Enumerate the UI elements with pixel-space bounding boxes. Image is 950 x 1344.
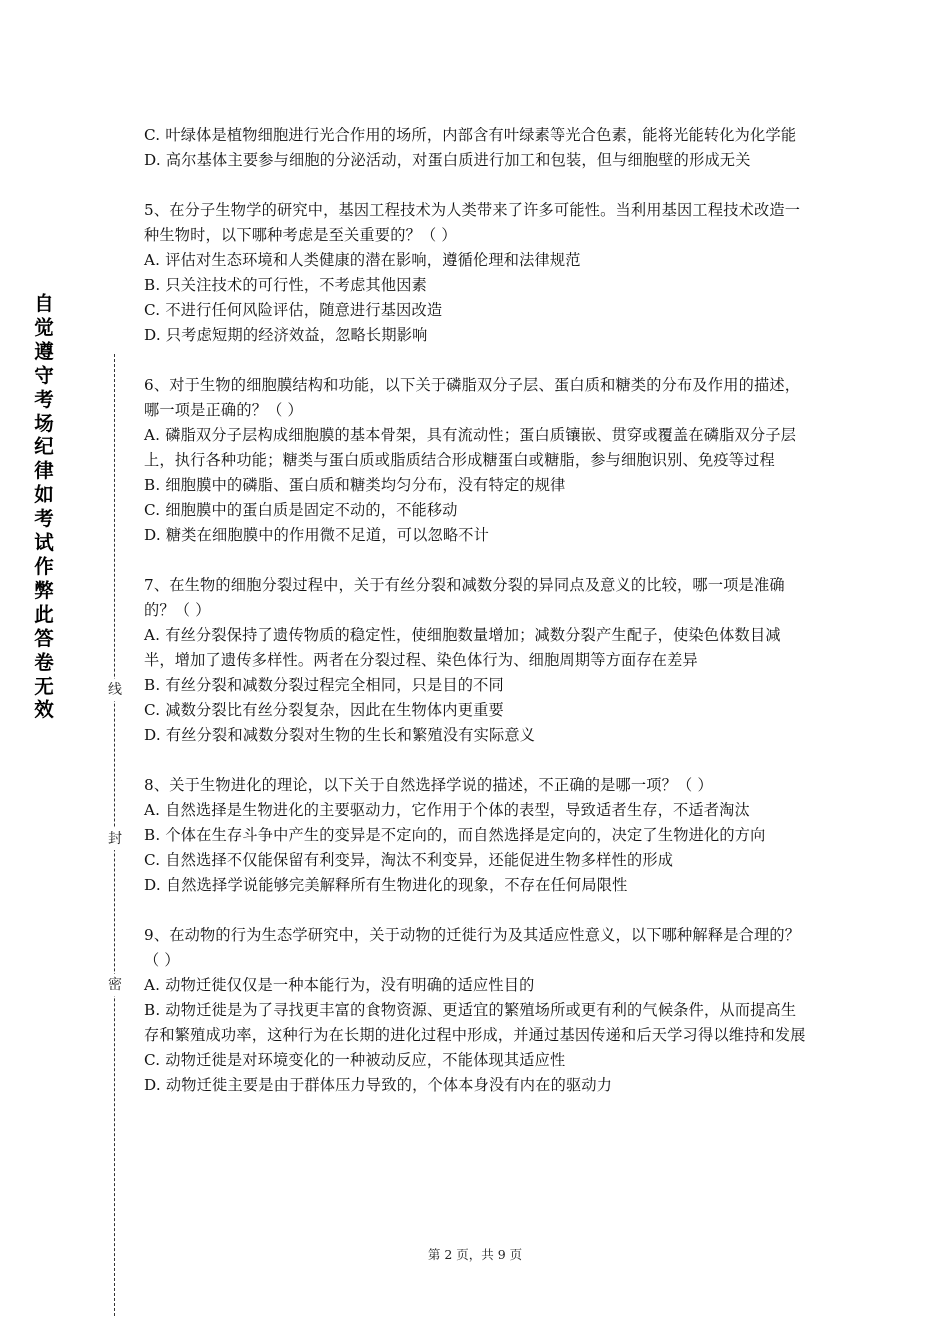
option-d: D. 糖类在细胞膜中的作用微不足道，可以忽略不计 [144, 526, 490, 544]
binding-label-mi: 密 [105, 974, 125, 996]
option-c: C. 自然选择不仅能保留有利变异，淘汰不利变异，还能促进生物多样性的形成 [144, 851, 674, 869]
question-6 [144, 373, 808, 548]
option-d: D. 自然选择学说能够完美解释所有生物进化的现象，不存在任何局限性 [144, 876, 628, 894]
question-9 [144, 923, 808, 1098]
option-d: D. 动物迁徙主要是由于群体压力导致的，个体本身没有内在的驱动力 [144, 1076, 613, 1094]
option-b: B. 个体在生存斗争中产生的变异是不定向的，而自然选择是定向的，决定了生物进化的方向 [144, 826, 766, 844]
question-7 [144, 573, 808, 748]
option-c: C. 动物迁徙是对环境变化的一种被动反应，不能体现其适应性 [144, 1051, 566, 1069]
option-b: B. 只关注技术的可行性，不考虑其他因素 [144, 276, 428, 294]
option-d: D. 只考虑短期的经济效益，忽略长期影响 [144, 326, 428, 344]
option-b: B. 动物迁徙是为了寻找更丰富的食物资源、更适宜的繁殖场所或更有利的气候条件，从而提高生存和繁殖成功率，这种行为在长期的进化过程中形成，并通过基因传递和后天学习得以维持和发展 [144, 1001, 806, 1044]
exam-discipline-warning: 自觉遵守考场纪律如考试作弊此答卷无效 [34, 292, 54, 722]
question-stem: 5、在分子生物学的研究中，基因工程技术为人类带来了许多可能性。当利用基因工程技术改造一种生物时，以下哪种考虑是至关重要的？（ ） [144, 201, 801, 244]
question-stem: 7、在生物的细胞分裂过程中，关于有丝分裂和减数分裂的异同点及意义的比较，哪一项是准确的？（ ） [144, 576, 785, 619]
binding-label-feng: 封 [105, 828, 125, 850]
option-c: C. 叶绿体是植物细胞进行光合作用的场所，内部含有叶绿素等光合色素，能将光能转化为化学能 [144, 126, 797, 144]
question-8 [144, 773, 808, 898]
option-b: B. 细胞膜中的磷脂、蛋白质和糖类均匀分布，没有特定的规律 [144, 476, 566, 494]
question-content [144, 123, 808, 1123]
question-stem: 9、在动物的行为生态学研究中，关于动物的迁徙行为及其适应性意义，以下哪种解释是合理的？（ ） [144, 926, 801, 969]
option-a: A. 磷脂双分子层构成细胞膜的基本骨架，具有流动性；蛋白质镶嵌、贯穿或覆盖在磷脂双分子层上，执行各种功能；糖类与蛋白质或脂质结合形成糖蛋白或糖脂，参与细胞识别、免疫等过程 [144, 426, 797, 469]
option-c: C. 不进行任何风险评估，随意进行基因改造 [144, 301, 443, 319]
option-d: D. 有丝分裂和减数分裂对生物的生长和繁殖没有实际意义 [144, 726, 536, 744]
question-5 [144, 198, 808, 348]
continued-options [144, 123, 808, 173]
option-c: C. 细胞膜中的蛋白质是固定不动的，不能移动 [144, 501, 458, 519]
option-a: A. 有丝分裂保持了遗传物质的稳定性，使细胞数量增加；减数分裂产生配子，使染色体数目减半，增加了遗传多样性。两者在分裂过程、染色体行为、细胞周期等方面存在差异 [144, 626, 781, 669]
option-a: A. 自然选择是生物进化的主要驱动力，它作用于个体的表型，导致适者生存，不适者淘汰 [144, 801, 750, 819]
option-a: A. 评估对生态环境和人类健康的潜在影响，遵循伦理和法律规范 [144, 251, 581, 269]
option-a: A. 动物迁徙仅仅是一种本能行为，没有明确的适应性目的 [144, 976, 535, 994]
question-stem: 8、关于生物进化的理论，以下关于自然选择学说的描述，不正确的是哪一项？（ ） [144, 776, 713, 794]
option-c: C. 减数分裂比有丝分裂复杂，因此在生物体内更重要 [144, 701, 504, 719]
question-stem: 6、对于生物的细胞膜结构和功能，以下关于磷脂双分子层、蛋白质和糖类的分布及作用的描述，哪一项是正确的？（ ） [144, 376, 801, 419]
page-number: 第 2 页，共 9 页 [427, 1247, 523, 1262]
option-b: B. 有丝分裂和减数分裂过程完全相同，只是目的不同 [144, 676, 504, 694]
binding-label-xian: 线 [105, 679, 125, 701]
option-d: D. 高尔基体主要参与细胞的分泌活动，对蛋白质进行加工和包装，但与细胞壁的形成无关 [144, 151, 751, 169]
